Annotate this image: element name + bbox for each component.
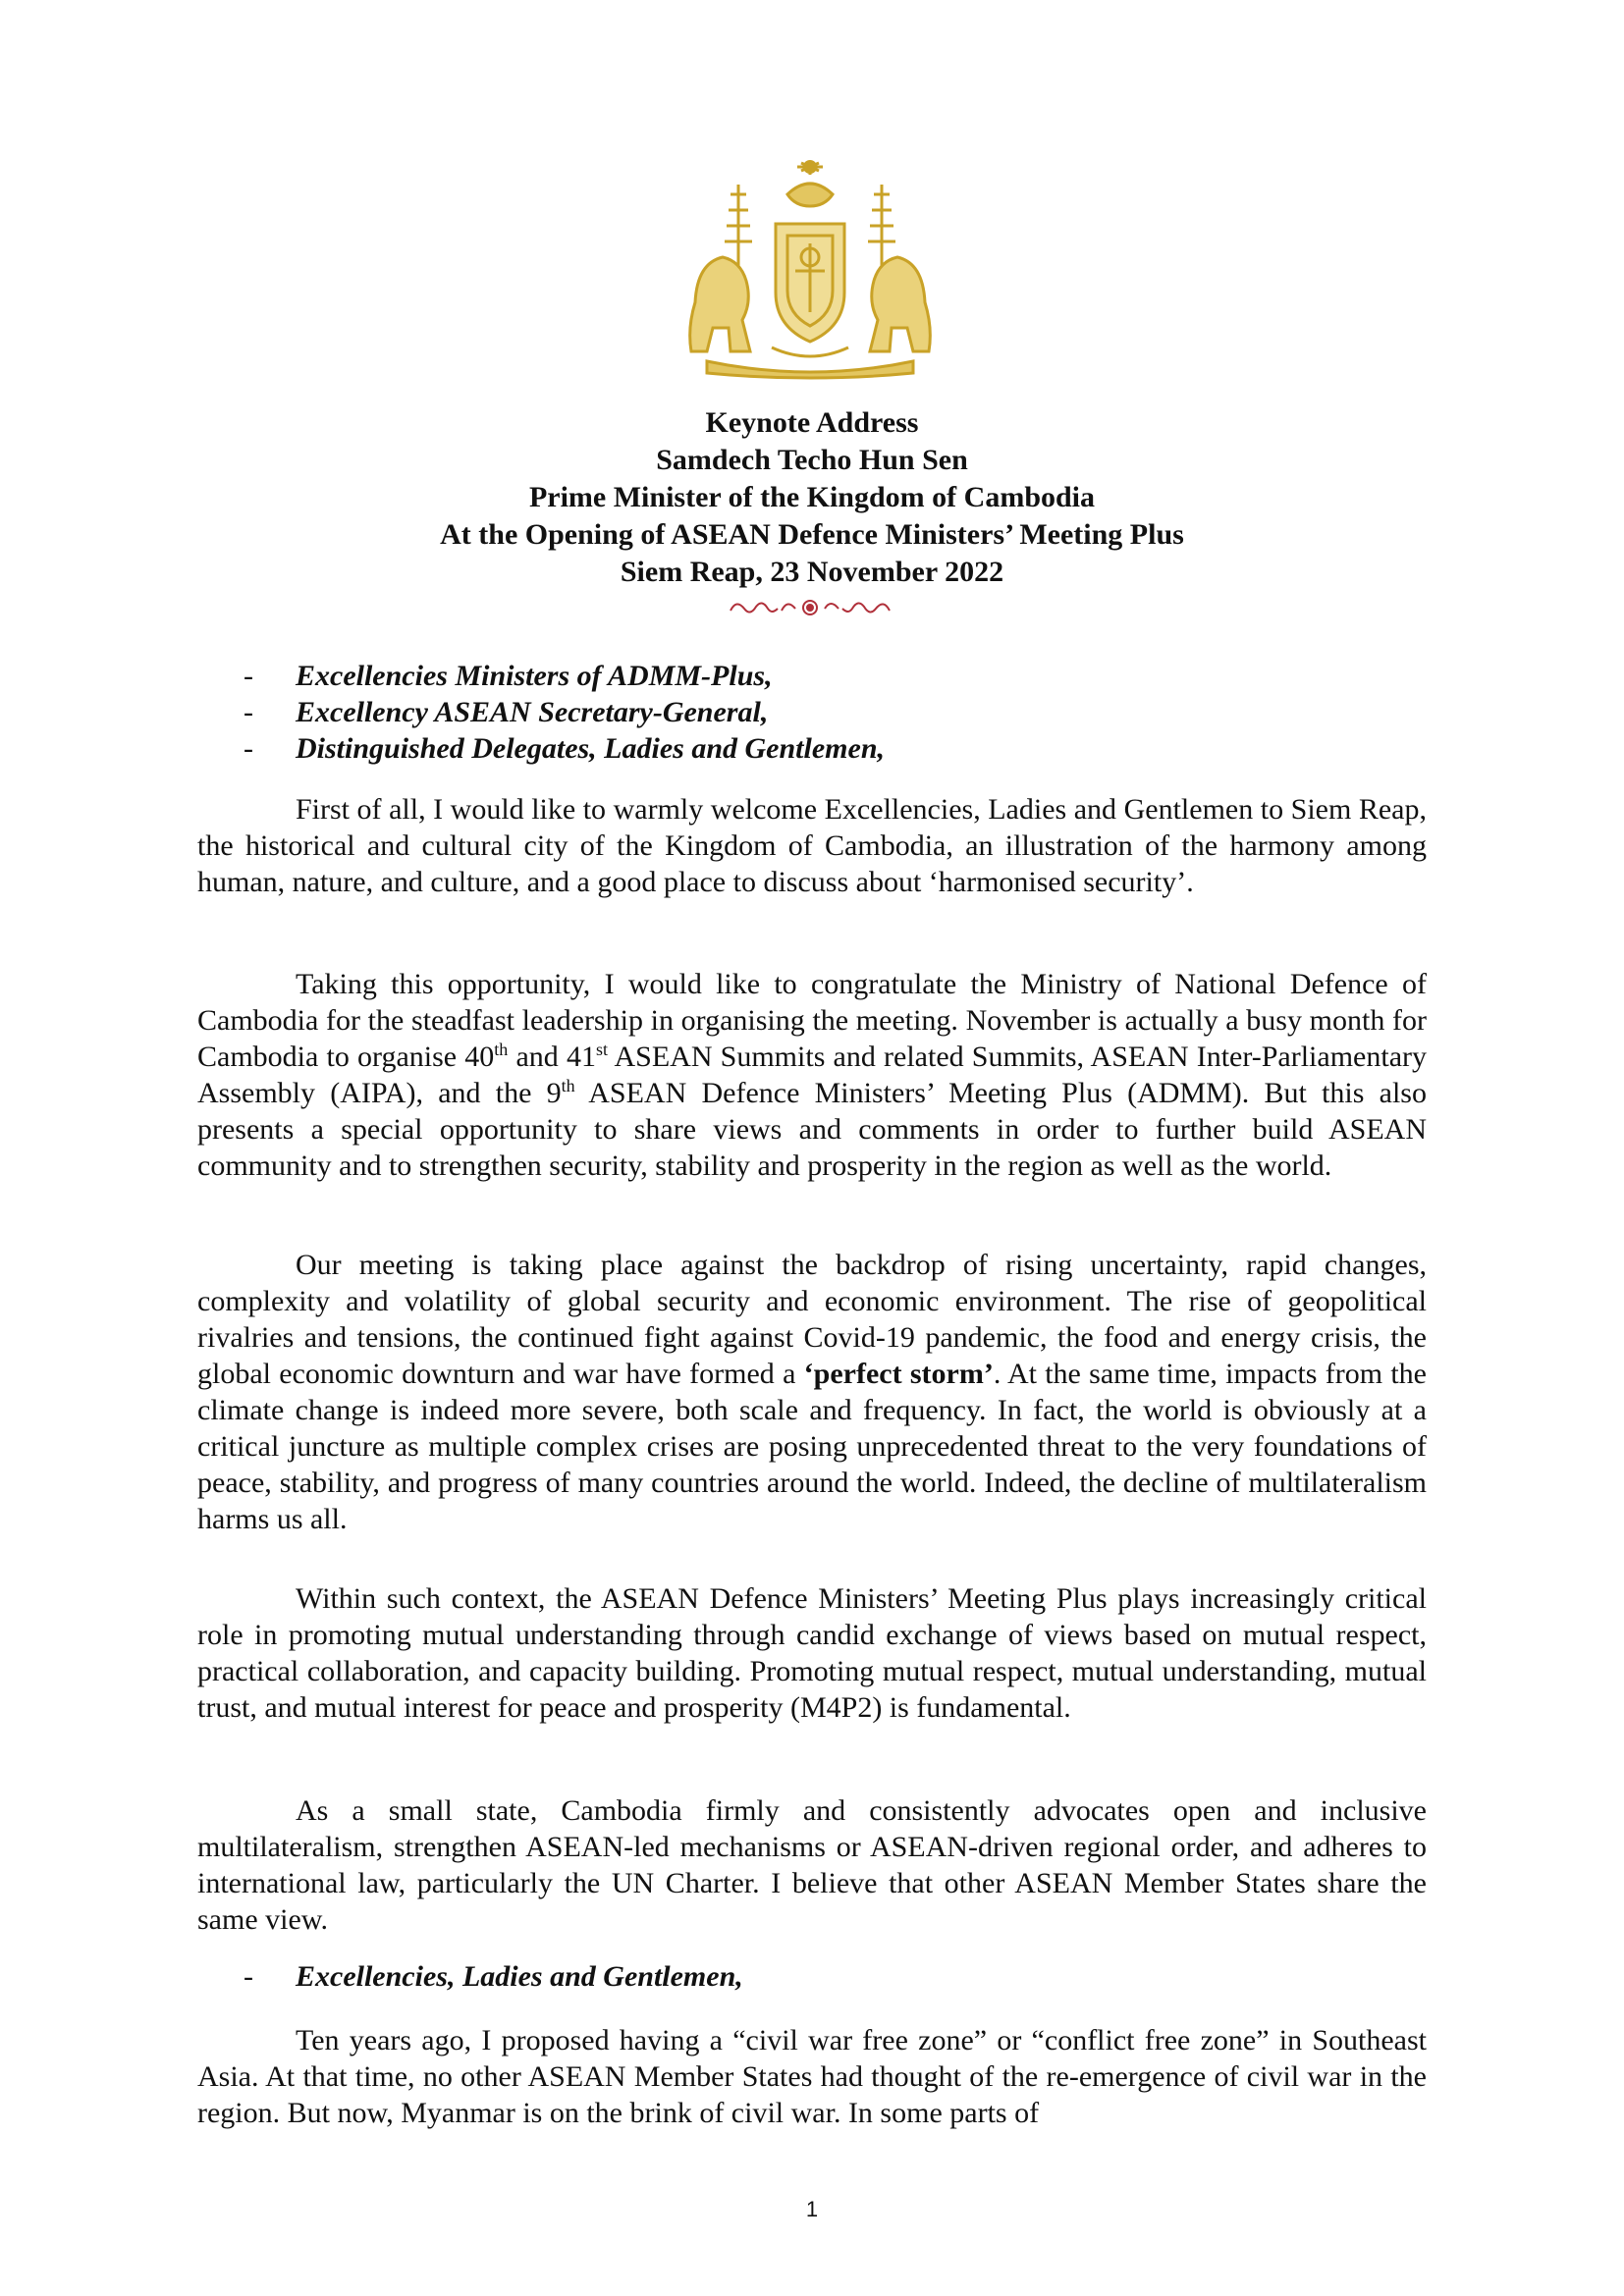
bullet-dash: - xyxy=(244,696,253,728)
title-place-date: Siem Reap, 23 November 2022 xyxy=(620,556,1004,588)
salutation-text: Excellencies Ministers of ADMM-Plus, xyxy=(296,660,773,692)
paragraph-cambodia-position: As a small state, Cambodia firmly and consistently advocates open and inclusive multilateralism, strengthen ASEAN-led mechanisms or ASEAN-driven regional order, and adheres to international law, particularly the UN Charter. I believe that other ASEAN Member States share the same view. xyxy=(197,1794,1427,1936)
khmer-ornament-divider xyxy=(727,595,893,620)
salutation-text: Excellency ASEAN Secretary-General, xyxy=(296,696,769,728)
salutation-text: Excellencies, Ladies and Gentlemen, xyxy=(296,1960,743,1993)
page-number: 1 xyxy=(805,2197,819,2221)
paragraph-welcome: First of all, I would like to warmly welcome Excellencies, Ladies and Gentlemen to Siem Reap, the historical and cultural city of the Kingdom of Cambodia, an illustration of the harmony among human, nature, and culture, and a good place to discuss about ‘harmonised security’. xyxy=(197,793,1427,898)
title-keynote-address: Keynote Address xyxy=(705,406,919,439)
title-block xyxy=(0,404,1624,591)
title-speaker-position: Prime Minister of the Kingdom of Cambodia xyxy=(528,481,1096,513)
bullet-dash: - xyxy=(244,1960,253,1993)
title-speaker-name: Samdech Techo Hun Sen xyxy=(656,444,968,476)
paragraph-conflict-free-zone: Ten years ago, I proposed having a “civil war free zone” or “conflict free zone” in Southeast Asia. At that time, no other ASEAN Member States had thought of the re-emergence of civil war in the region. But now, Myanmar is on the brink of civil war. In some parts of xyxy=(197,2024,1427,2129)
paragraph-congratulations: Taking this opportunity, I would like to congratulate the Ministry of National Defence of Cambodia for the steadfast leadership in organising the meeting. November is actually a busy month for Cambodia to organise 40th and 41st ASEAN Summits and related Summits, ASEAN Inter-Parliamentary Assembly (AIPA), and the 9th ASEAN Defence Ministers’ Meeting Plus (ADMM). But this also presents a special opportunity to share views and comments in order to further build ASEAN community and to strengthen security, stability and prosperity in the region as well as the world. xyxy=(197,968,1427,1182)
royal-arms-emblem xyxy=(677,155,943,383)
title-event: At the Opening of ASEAN Defence Ministers’ Meeting Plus xyxy=(440,518,1184,551)
paragraph-admm-role: Within such context, the ASEAN Defence Ministers’ Meeting Plus plays increasingly critical role in promoting mutual understanding through candid exchange of views based on mutual respect, practical collaboration, and capacity building. Promoting mutual respect, mutual understanding, mutual trust, and mutual interest for peace and prosperity (M4P2) is fundamental. xyxy=(197,1582,1427,1724)
paragraph-context: Our meeting is taking place against the backdrop of rising uncertainty, rapid changes, complexity and volatility of global security and economic environment. The rise of geopolitical rivalries and tensions, the continued fight against Covid-19 pandemic, the food and energy crisis, the global economic downturn and war have formed a ‘perfect storm’. At the same time, impacts from the climate change is indeed more severe, both scale and frequency. In fact, the world is obviously at a critical juncture as multiple complex crises are posing unprecedented threat to the very foundations of peace, stability, and progress of many countries around the world. Indeed, the decline of multilateralism harms us all. xyxy=(197,1249,1427,1535)
salutation-text: Distinguished Delegates, Ladies and Gentlemen, xyxy=(296,732,885,765)
bullet-dash: - xyxy=(244,660,253,692)
bullet-dash: - xyxy=(244,732,253,765)
